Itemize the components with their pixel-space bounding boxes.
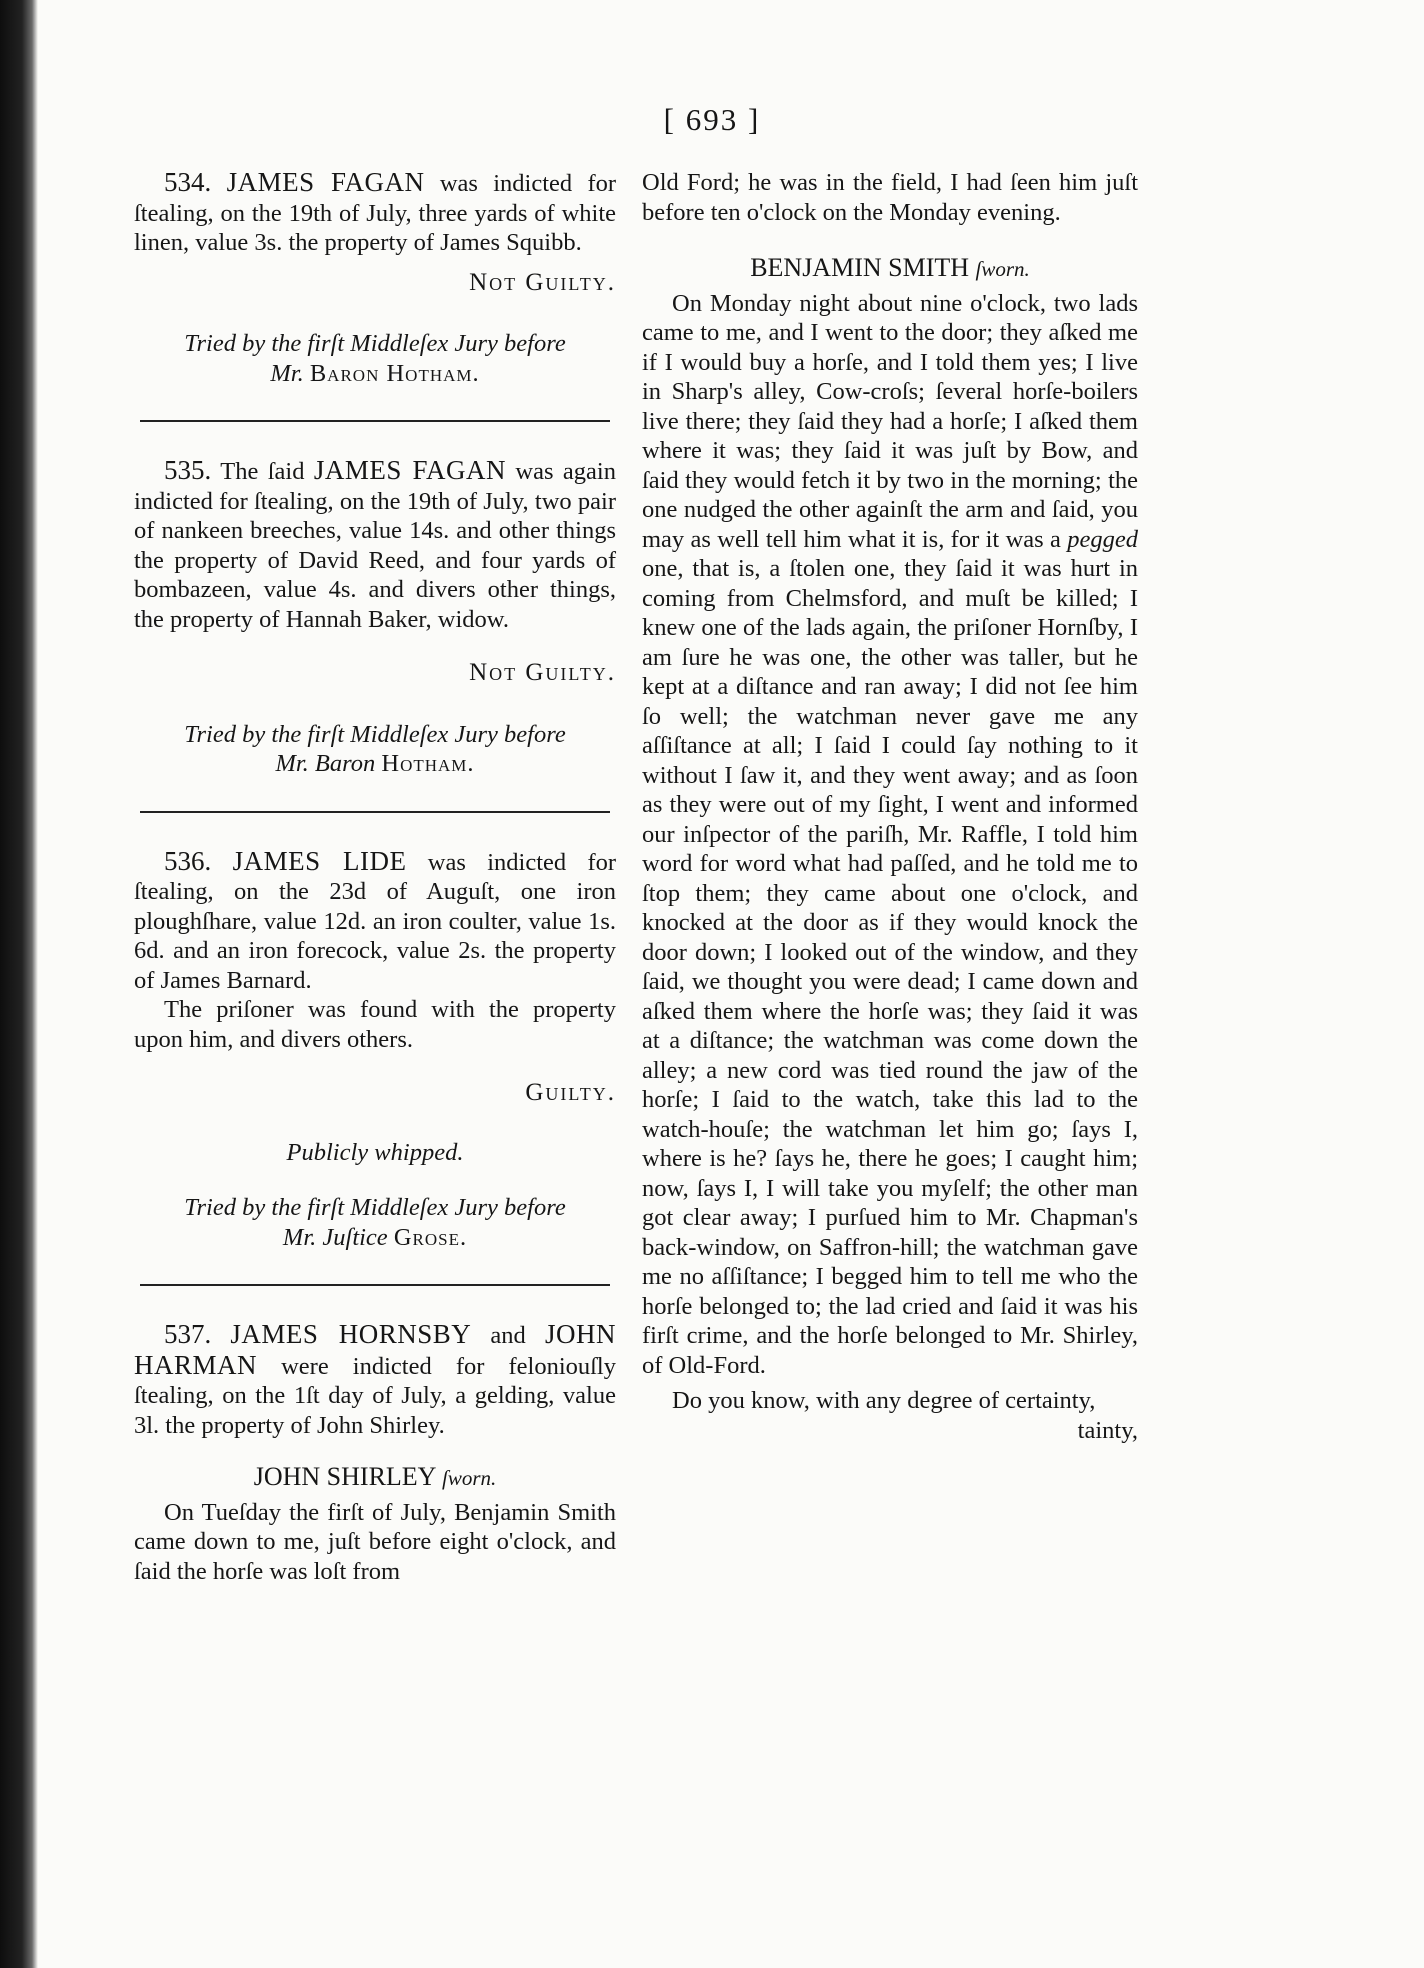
- judge-title: Mr. Baron: [275, 750, 376, 777]
- sentence: Publicly whipped.: [286, 1138, 464, 1166]
- case-536-detail: The priſoner was found with the property upon him, and divers others.: [134, 996, 616, 1053]
- defendant-name: JAMES FAGAN: [313, 455, 506, 485]
- case-prefix: The ſaid: [220, 458, 314, 485]
- section-divider: [140, 1284, 610, 1286]
- conjunction: and: [471, 1322, 545, 1349]
- case-text: was indicted for ſtealing, on the 23d of Auguſt, one iron ploughſhare, value 12d. an iron coulter, value 1s. 6d. and an iron forecock, value 2s. the property of James Barnard.: [134, 848, 617, 994]
- judge-title: Mr.: [270, 359, 304, 387]
- case-537-paragraph: [134, 1320, 616, 1440]
- sworn-label: ſworn.: [442, 1466, 497, 1490]
- case-text: was again indicted for ſtealing, on the 19th of July, two pair of nankeen breeches, value 14s. and other things the property of David Reed, and four yards of bombazeen, value 4s. and divers other things, the property of Hannah Baker, widow.: [134, 458, 616, 633]
- case-535-paragraph: [134, 456, 616, 634]
- defendant-name: JAMES FAGAN: [226, 167, 425, 197]
- testimony-part: one, that is, a ſtolen one, they ſaid it was hurt in coming from Chelmsford, and muſt be killed; I knew one of the lads again, the priſoner Hornſby, I am ſure he was one, the other was taller, but he kept at a diſtance and ran away; I did not ſee him ſo well; the watchman never gave me any aſſiſtance at all; I ſaid I could ſay nothing to it without I ſaw it, and they went away; and as ſoon as they were out of my ſight, I went and informed our inſpector of the pariſh, Mr. Raffle, I told him word for word what had paſſed, and he told me to ſtop them; they came about one o'clock, and knocked at the door as if they would knock the door down; I looked out of the window, and they ſaid, we thought you were dead; I came down and aſked them where the horſe was; they ſaid it was at a diſtance; the watchman was come down the alley; a new cord was tied round the jaw of the horſe; I ſaid to the watch, take this lad to the watch-houſe; the watchman let him go; ſays I, where is he? ſays he, there he goes; I caught him; now, ſays I, I will take you myſelf; the other man got clear away; I purſued him to Mr. Chapman's back-window, on Saffron-hill; the watchman gave me no aſſiſtance; I begged him to tell me who the horſe belonged to; the lad cried and ſaid it was his firſt crime, and the horſe belonged to Mr. Shirley, of Old-Ford.: [642, 555, 1138, 1379]
- case-number: 537.: [164, 1319, 212, 1349]
- verdict: Not Guilty.: [469, 268, 616, 296]
- left-column: [134, 168, 616, 1586]
- defendant-name: JAMES HORNSBY: [230, 1319, 472, 1349]
- verdict: Not Guilty.: [469, 659, 616, 686]
- case-text: were indicted for feloniouſly ſtealing, on the 1ſt day of July, a gelding, value 3l. the property of John Shirley.: [134, 1352, 616, 1439]
- case-number: 536.: [164, 845, 212, 876]
- tried-line: Tried by the firſt Middleſex Jury before: [184, 720, 566, 748]
- defendant-name-2: JOHN HARMAN: [134, 1319, 616, 1380]
- page-number: [ 693 ]: [663, 102, 761, 137]
- judge-title: Mr. Juſtice: [282, 1223, 388, 1251]
- tried-note: [134, 1193, 616, 1252]
- case-number: 534.: [164, 167, 212, 197]
- right-column: [642, 168, 1138, 1445]
- case-536-paragraph: [134, 847, 616, 996]
- case-number: 535.: [164, 455, 212, 485]
- witness-name: JOHN SHIRLEY: [253, 1462, 436, 1491]
- case-534-paragraph: [134, 168, 616, 258]
- section-divider: [140, 811, 610, 813]
- witness-heading: [134, 1462, 616, 1494]
- case-text: was indicted for ſtealing, on the 19th of July, three yards of white linen, value 3s. the property of James Squibb.: [134, 170, 617, 256]
- witness-heading: [642, 253, 1138, 285]
- tried-note: [134, 329, 616, 388]
- witness-testimony: [642, 289, 1138, 1381]
- tried-line: Tried by the firſt Middleſex Jury before: [184, 330, 566, 357]
- testimony-part: On Monday night about nine o'clock, two lads came to me, and I went to the door; they aſked me if I would buy a horſe, and I told them yes; I live in Sharp's alley, Cow-croſs; ſeveral horſe-boilers live there; they ſaid they had a horſe; I aſked them where it was; they ſaid it was juſt by Bow, and ſaid they would fetch it by two in the morning; the one nudged the other againſt the arm and ſaid, you may as well tell him what it is, for it was a: [642, 289, 1138, 553]
- court-question: Do you know, with any degree of certainty,: [672, 1387, 1096, 1414]
- judge-name: Hotham.: [381, 750, 475, 777]
- judge-name: Grose.: [393, 1223, 468, 1251]
- testimony-continued: Old Ford; he was in the field, I had ſeen him juſt before ten o'clock on the Monday evening.: [642, 169, 1138, 226]
- section-divider: [140, 420, 610, 422]
- defendant-name: JAMES LIDE: [232, 845, 407, 876]
- witness-testimony: On Tueſday the firſt of July, Benjamin Smith came down to me, juſt before eight o'clock, and ſaid the horſe was loſt from: [134, 1498, 616, 1585]
- verdict: Guilty.: [525, 1079, 616, 1106]
- tried-note: [134, 720, 616, 779]
- catchword: tainty,: [1077, 1416, 1138, 1444]
- emphasized-word: pegged: [1067, 525, 1138, 553]
- judge-name: Baron Hotham.: [309, 359, 480, 387]
- tried-line: Tried by the firſt Middleſex Jury before: [184, 1194, 566, 1221]
- book-binding-shadow: [0, 0, 38, 1968]
- sworn-label: ſworn.: [975, 257, 1030, 281]
- witness-name: BENJAMIN SMITH: [750, 253, 970, 282]
